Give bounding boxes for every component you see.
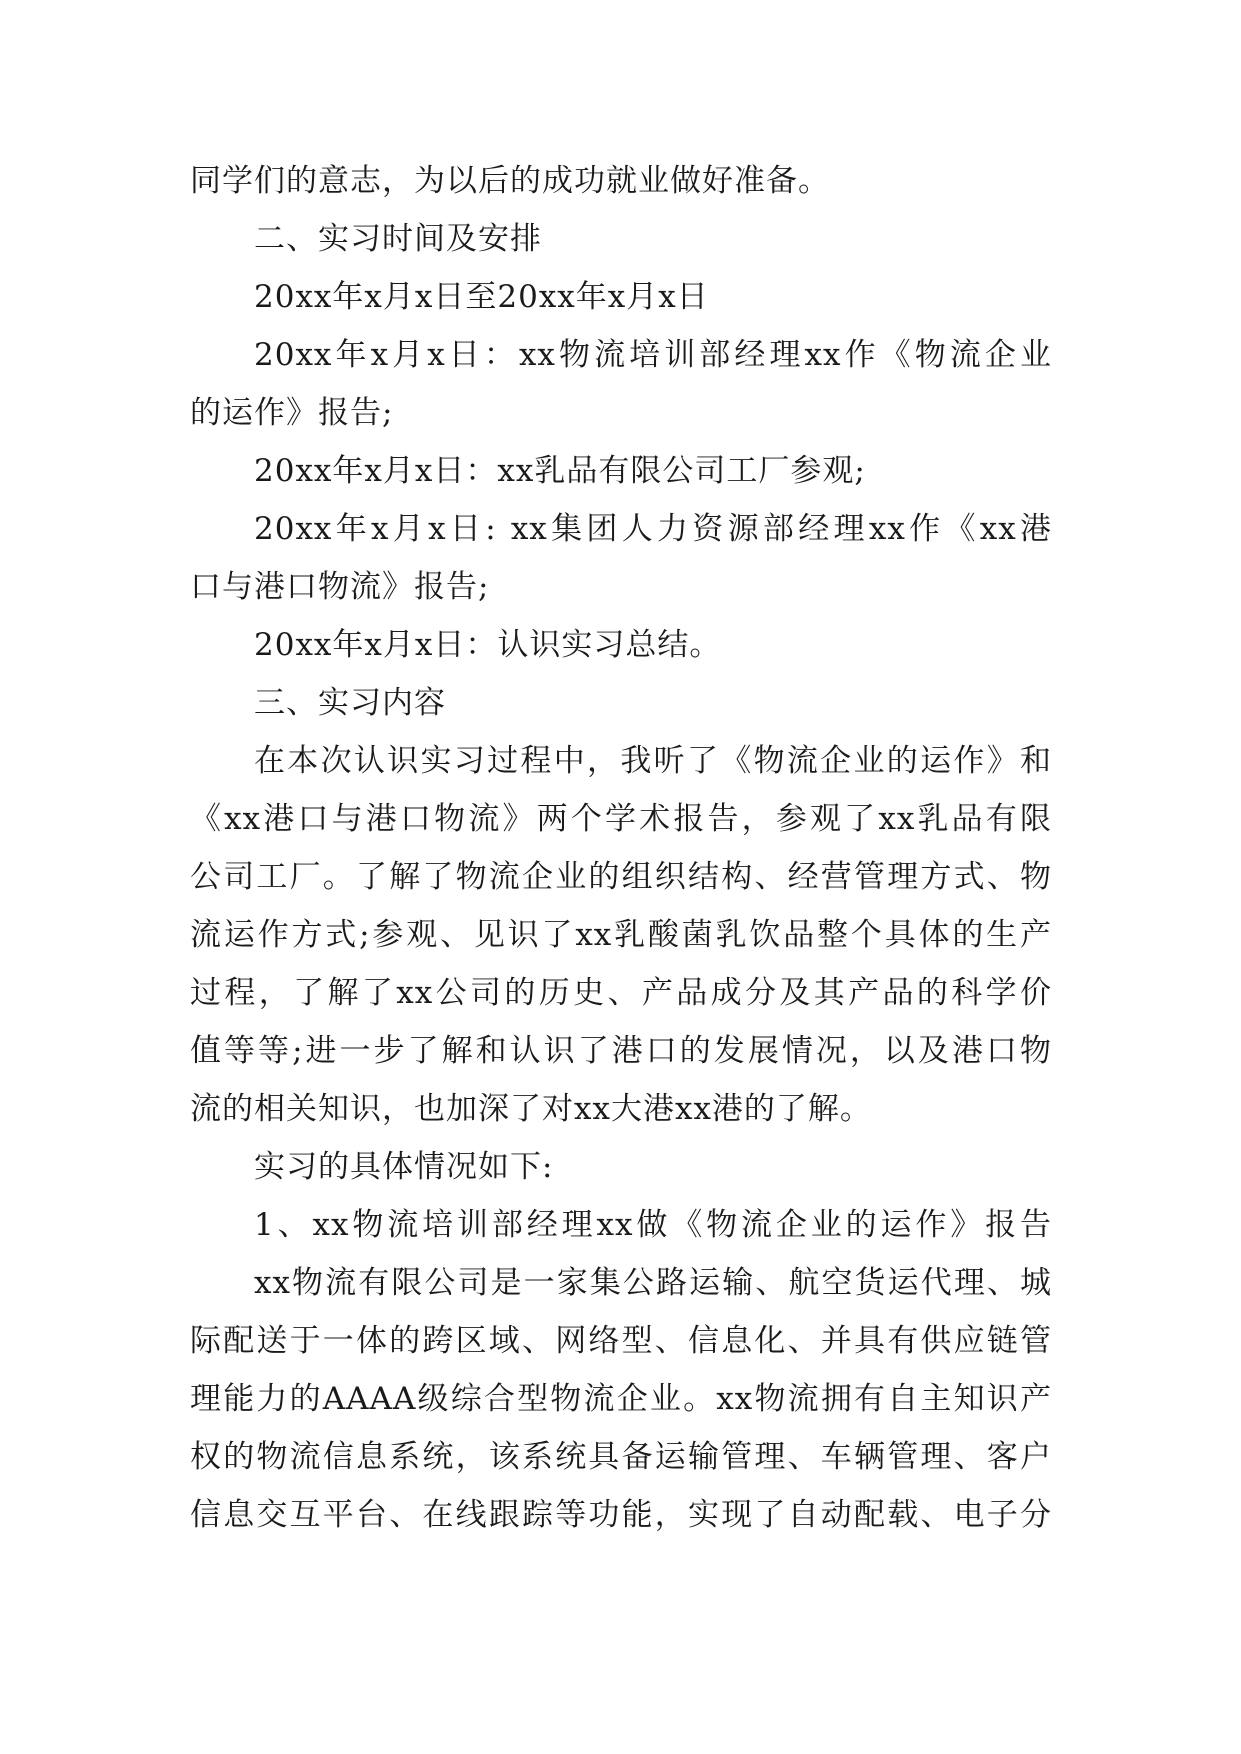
text-line: 20xx年x月x日：认识实习总结。 xyxy=(254,627,722,663)
text-line: 权的物流信息系统，该系统具备运输管理、车辆管理、客户 xyxy=(190,1439,1052,1475)
text-line: 20xx年x月x日: xx集团人力资源部经理xx作《xx港 xyxy=(254,511,1052,547)
text-line: 20xx年x月x日：xx乳品有限公司工厂参观; xyxy=(254,453,866,489)
text-line: 同学们的意志，为以后的成功就业做好准备。 xyxy=(190,163,830,199)
text-line: 的运作》报告; xyxy=(190,395,394,431)
text-line: 1、xx物流培训部经理xx做《物流企业的运作》报告 xyxy=(254,1207,1052,1243)
text-line: 信息交互平台、在线跟踪等功能，实现了自动配载、电子分 xyxy=(190,1497,1052,1533)
text-line: 实习的具体情况如下: xyxy=(254,1149,554,1185)
text-line: 理能力的AAAA级综合型物流企业。xx物流拥有自主知识产 xyxy=(190,1381,1052,1417)
text-line: 三、实习内容 xyxy=(254,685,446,721)
text-line: 在本次认识实习过程中，我听了《物流企业的运作》和 xyxy=(254,743,1052,779)
text-line: 过程，了解了xx公司的历史、产品成分及其产品的科学价 xyxy=(190,975,1052,1011)
document-body xyxy=(190,152,1052,1544)
text-line: 际配送于一体的跨区域、网络型、信息化、并具有供应链管 xyxy=(190,1323,1052,1359)
text-line: 值等等;进一步了解和认识了港口的发展情况，以及港口物 xyxy=(190,1033,1052,1069)
text-line: 口与港口物流》报告; xyxy=(190,569,490,605)
text-line: 20xx年x月x日：xx物流培训部经理xx作《物流企业 xyxy=(254,337,1052,373)
text-line: 流的相关知识，也加深了对xx大港xx港的了解。 xyxy=(190,1091,872,1127)
text-line: 《xx港口与港口物流》两个学术报告，参观了xx乳品有限 xyxy=(190,801,1052,837)
text-line: 流运作方式;参观、见识了xx乳酸菌乳饮品整个具体的生产 xyxy=(190,917,1052,953)
text-line: xx物流有限公司是一家集公路运输、航空货运代理、城 xyxy=(254,1265,1052,1301)
text-line: 20xx年x月x日至20xx年x月x日 xyxy=(254,279,709,315)
text-line: 二、实习时间及安排 xyxy=(254,221,542,257)
text-line: 公司工厂。了解了物流企业的组织结构、经营管理方式、物 xyxy=(190,859,1052,895)
